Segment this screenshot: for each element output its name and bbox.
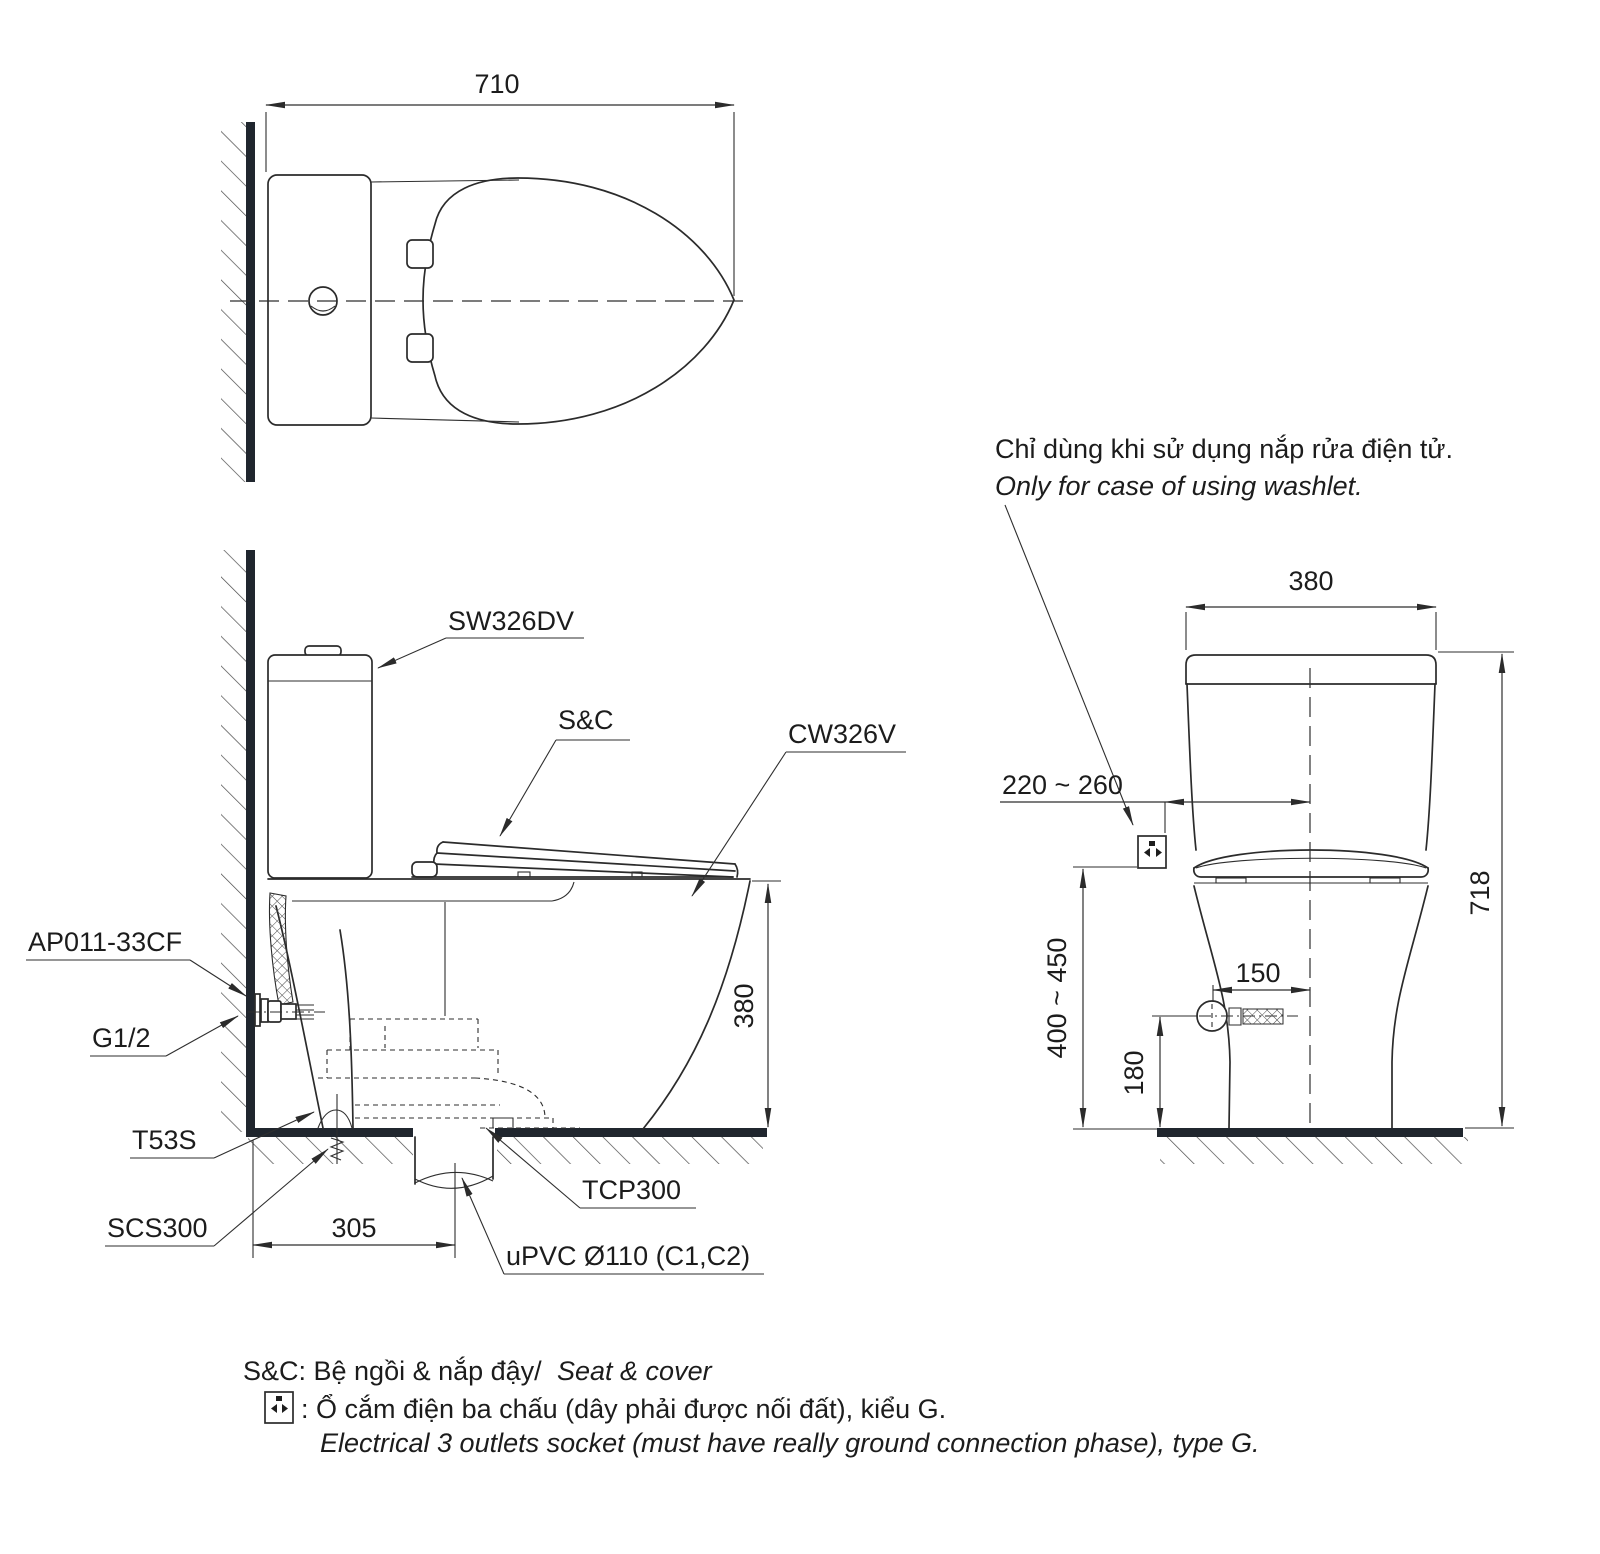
seat-hinge-bottom bbox=[407, 334, 433, 362]
label-g12: G1/2 bbox=[92, 1023, 151, 1053]
label-cw326v: CW326V bbox=[788, 719, 897, 749]
footnote-seat-cover-vi: S&C: Bệ ngồi & nắp đậy/ bbox=[243, 1356, 542, 1386]
label-scs300: SCS300 bbox=[107, 1213, 208, 1243]
part-label-stop-valve bbox=[90, 1016, 238, 1056]
dimension-inlet-height bbox=[1119, 1016, 1198, 1127]
footnotes bbox=[243, 1355, 1259, 1458]
floor-slab-right bbox=[495, 1128, 767, 1137]
washlet-note-vi: Chỉ dùng khi sử dụng nắp rửa điện tử. bbox=[995, 434, 1453, 464]
footnote-socket-en: Electrical 3 outlets socket (must have really ground connection phase), type G. bbox=[320, 1428, 1260, 1458]
washlet-note-en: Only for case of using washlet. bbox=[995, 471, 1363, 501]
dim-inlet-offset-text: 150 bbox=[1235, 958, 1281, 988]
front-view bbox=[995, 433, 1514, 1164]
wall-section-side-view bbox=[246, 550, 255, 1132]
cistern-side-view bbox=[268, 646, 372, 878]
floor-slab-left bbox=[246, 1128, 413, 1137]
seat-hinge-side bbox=[412, 862, 437, 877]
trapway-hidden-lines bbox=[318, 1019, 580, 1128]
wall-hatch-top-view bbox=[221, 122, 247, 482]
dimension-380-side bbox=[729, 881, 781, 1127]
socket-legend-icon bbox=[265, 1392, 293, 1423]
side-view bbox=[26, 550, 906, 1274]
dim-inlet-height-text: 180 bbox=[1119, 1050, 1149, 1096]
bowl-front-view bbox=[1194, 883, 1428, 1128]
dimension-718 bbox=[1438, 652, 1514, 1128]
part-label-bowl bbox=[692, 719, 906, 896]
dim-rim-height-text: 380 bbox=[729, 983, 759, 1029]
floor-hatch-right bbox=[497, 1137, 763, 1164]
dim-top-depth-text: 710 bbox=[474, 69, 520, 99]
wall-section-top-view bbox=[246, 122, 255, 482]
floor-slab-front bbox=[1157, 1128, 1463, 1137]
label-ap011-33cf: AP011-33CF bbox=[28, 927, 183, 957]
label-t53s: T53S bbox=[132, 1125, 197, 1155]
dim-total-height-text: 718 bbox=[1465, 870, 1495, 916]
label-sw326dv: SW326DV bbox=[448, 606, 575, 636]
label-sc: S&C bbox=[558, 705, 614, 735]
socket-pin-ground bbox=[1149, 841, 1155, 846]
wall-hatch-side-view bbox=[221, 550, 247, 1132]
seat-cover-side-view bbox=[412, 842, 738, 877]
floor-hatch-left bbox=[248, 1137, 413, 1164]
seat-foot-front bbox=[1216, 878, 1246, 883]
dim-socket-offset-text: 220 ~ 260 bbox=[1002, 770, 1123, 800]
seat-foot-front bbox=[1370, 878, 1400, 883]
dimension-380-front bbox=[1186, 566, 1436, 650]
footnote-socket-vi: : Ổ cắm điện ba chấu (dây phải được nối đất), kiểu G. bbox=[301, 1394, 947, 1424]
seat-hinge-top bbox=[407, 240, 433, 268]
dim-socket-height-text: 400 ~ 450 bbox=[1042, 937, 1072, 1059]
bowl-side-line-bottom bbox=[371, 418, 519, 422]
label-tcp300: TCP300 bbox=[582, 1175, 682, 1205]
part-label-supply-hose bbox=[26, 927, 246, 996]
cistern-front-view bbox=[1186, 655, 1436, 850]
part-label-cistern bbox=[378, 606, 584, 668]
dim-outlet-setout-text: 305 bbox=[331, 1213, 377, 1243]
part-label-seat-cover bbox=[500, 705, 630, 836]
top-view bbox=[221, 69, 746, 482]
bowl-side-line-top bbox=[371, 180, 519, 182]
dimension-socket-offset bbox=[1000, 770, 1310, 833]
footnote-seat-cover-en: Seat & cover bbox=[557, 1356, 712, 1386]
dimension-inlet-offset bbox=[1213, 958, 1310, 1002]
bowl-side-view bbox=[268, 879, 750, 1129]
floor-hatch-front bbox=[1160, 1137, 1468, 1164]
cistern-top-view bbox=[268, 175, 371, 425]
dim-tank-width-text: 380 bbox=[1288, 566, 1334, 596]
supply-hose-side-view bbox=[269, 893, 293, 1005]
label-upvc: uPVC Ø110 (C1,C2) bbox=[506, 1241, 751, 1271]
seat-front-view bbox=[1194, 850, 1428, 883]
power-socket bbox=[1138, 836, 1166, 868]
